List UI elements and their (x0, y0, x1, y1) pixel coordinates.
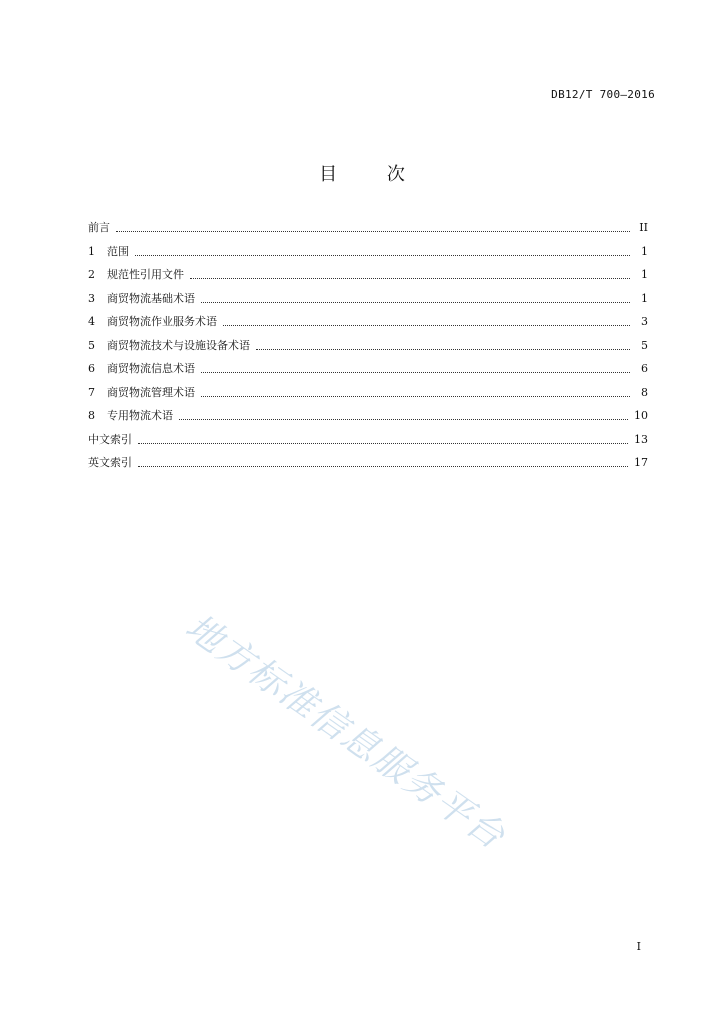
toc-entry-label: 商贸物流作业服务术语 (107, 315, 217, 328)
toc-leader-dots (201, 302, 630, 303)
toc-leader-dots (138, 443, 628, 444)
toc-entry[interactable] (88, 404, 648, 428)
toc-entry[interactable] (88, 240, 648, 264)
toc-entry-page: 1 (641, 244, 648, 258)
toc-entry[interactable] (88, 216, 648, 240)
page-title: 目 次 (319, 164, 427, 185)
toc-entry[interactable] (88, 334, 648, 358)
toc-entry-page: II (639, 221, 648, 234)
toc-leader-dots (201, 396, 630, 397)
page-number: I (636, 940, 641, 953)
toc-entry[interactable] (88, 381, 648, 405)
toc-entry[interactable] (88, 263, 648, 287)
toc-leader-dots (135, 255, 630, 256)
watermark-text: 地方标准信息服务平台 (177, 606, 513, 859)
toc-entry-number: 6 (88, 362, 95, 375)
toc-leader-dots (190, 278, 630, 279)
toc-entry-page: 1 (641, 291, 648, 305)
watermark (177, 600, 606, 860)
toc-entry-page: 13 (634, 432, 648, 446)
toc-entry[interactable] (88, 310, 648, 334)
toc-entry-number: 8 (88, 409, 95, 422)
toc-entry-page: 3 (641, 315, 648, 328)
toc-entry-page: 6 (641, 362, 648, 375)
toc-leader-dots (138, 466, 628, 467)
toc-entry-number: 4 (88, 315, 95, 328)
toc-entry-page: 5 (641, 338, 648, 352)
toc-entry-label: 英文索引 (88, 456, 132, 469)
document-code: DB12/T 700—2016 (551, 88, 655, 101)
table-of-contents (88, 216, 648, 475)
toc-entry-number: 5 (88, 338, 95, 352)
toc-entry-number: 3 (88, 291, 95, 305)
toc-entry-page: 8 (641, 385, 648, 399)
toc-entry[interactable] (88, 357, 648, 381)
toc-entry-number: 2 (88, 268, 95, 281)
toc-leader-dots (223, 325, 630, 326)
toc-entry-number: 7 (88, 385, 95, 399)
toc-entry-label: 商贸物流信息术语 (107, 362, 195, 375)
toc-entry[interactable] (88, 428, 648, 452)
toc-leader-dots (116, 231, 630, 232)
toc-entry-page: 10 (634, 409, 648, 422)
toc-leader-dots (179, 419, 628, 420)
toc-entry-label: 范围 (107, 244, 129, 258)
toc-entry-page: 1 (641, 268, 648, 281)
toc-entry-label: 规范性引用文件 (107, 268, 184, 281)
toc-entry-page: 17 (634, 456, 648, 469)
toc-entry[interactable] (88, 451, 648, 475)
toc-leader-dots (201, 372, 630, 373)
toc-entry-label: 商贸物流管理术语 (107, 385, 195, 399)
toc-entry-label: 中文索引 (88, 432, 132, 446)
toc-entry-label: 专用物流术语 (107, 409, 173, 422)
toc-leader-dots (256, 349, 630, 350)
toc-entry-label: 商贸物流技术与设施设备术语 (107, 338, 250, 352)
toc-entry-number: 1 (88, 244, 95, 258)
toc-entry-label: 商贸物流基础术语 (107, 291, 195, 305)
toc-entry[interactable] (88, 287, 648, 311)
toc-entry-label: 前言 (88, 221, 110, 234)
